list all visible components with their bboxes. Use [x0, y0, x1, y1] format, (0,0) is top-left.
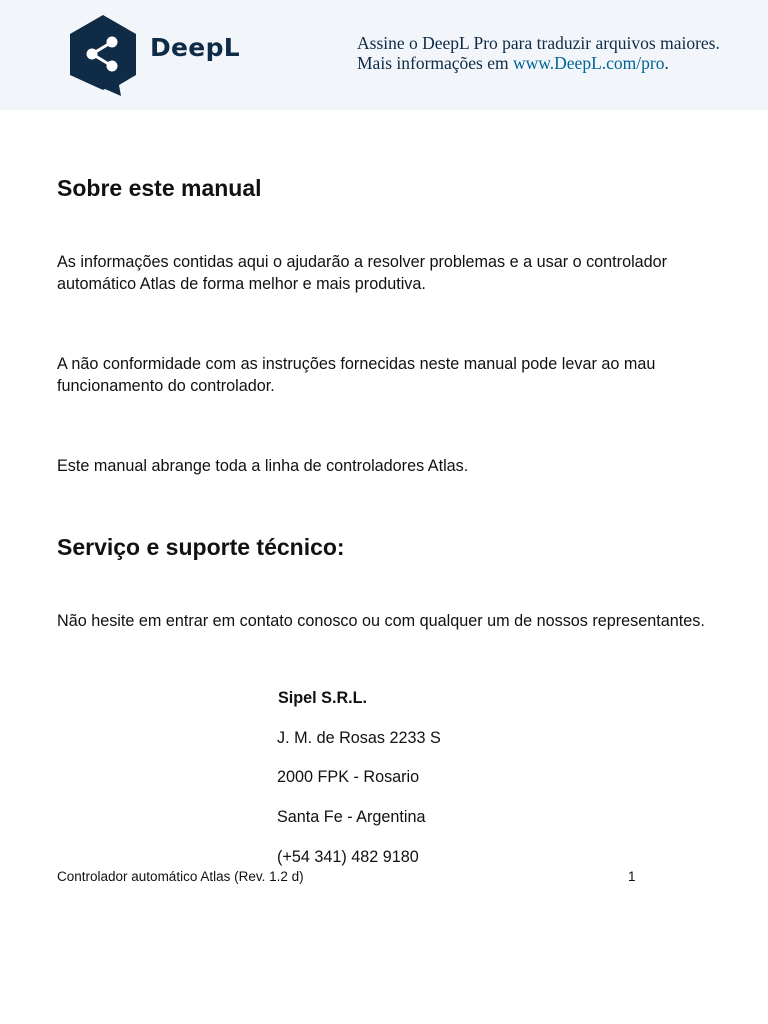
footer-page-number: 1: [628, 869, 636, 884]
address-street: J. M. de Rosas 2233 S: [277, 729, 441, 747]
paragraph-nonconformity: A não conformidade com as instruções fornecidas neste manual pode levar ao mau funcionamento do controlador.: [57, 355, 656, 395]
address-company: Sipel S.R.L.: [278, 689, 368, 707]
deepl-logo-icon: [67, 13, 139, 97]
footer-document-title: Controlador automático Atlas (Rev. 1.2 d): [57, 869, 304, 884]
paragraph-info: As informações contidas aqui o ajudarão a resolver problemas e a usar o controlador automático Atlas de forma melhor e mais produtiva.: [57, 253, 668, 293]
paragraph-scope: Este manual abrange toda a linha de controladores Atlas.: [57, 457, 469, 475]
deepl-promo-text: [357, 33, 757, 73]
address-phone: (+54 341) 482 9180: [277, 848, 419, 866]
promo-line-2-prefix: Mais informações em: [357, 53, 513, 73]
promo-line-1: Assine o DeepL Pro para traduzir arquivos maiores.: [357, 33, 720, 53]
promo-line-2: [357, 53, 757, 73]
deepl-pro-link[interactable]: www.DeepL.com/pro: [513, 53, 665, 73]
deepl-banner: [0, 0, 768, 110]
section-title-about-manual: Sobre este manual: [57, 175, 262, 201]
deepl-logo-text: DeepL: [150, 33, 240, 62]
promo-line-2-suffix: .: [664, 53, 669, 73]
address-city: 2000 FPK - Rosario: [277, 768, 420, 786]
paragraph-contact: Não hesite em entrar em contato conosco ou com qualquer um de nossos representantes.: [57, 612, 705, 630]
section-title-service-support: Serviço e suporte técnico:: [57, 534, 345, 560]
address-region: Santa Fe - Argentina: [277, 808, 426, 826]
